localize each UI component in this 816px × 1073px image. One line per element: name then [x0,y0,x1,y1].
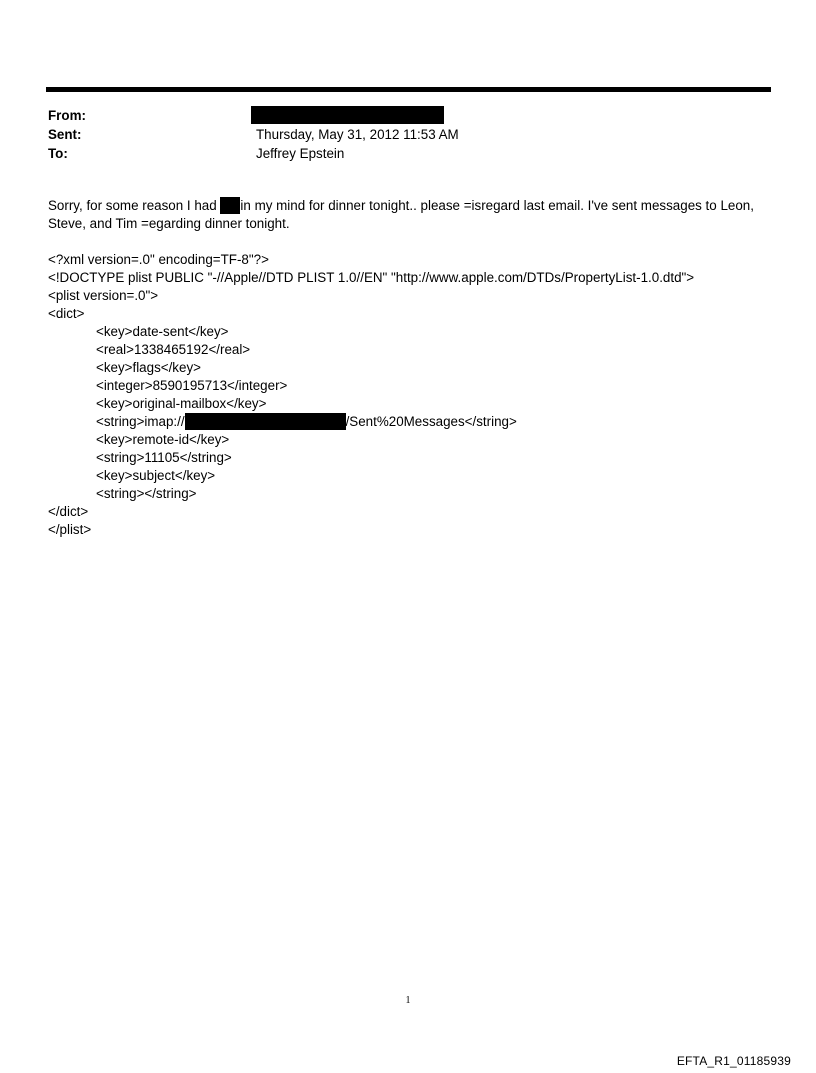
plist-text: /Sent%20Messages</string> [345,414,517,429]
plist-line: </dict> [48,504,89,519]
plist-entry: <key>subject</key> [96,468,216,483]
redacted-sender [251,106,444,124]
email-header [48,106,768,163]
message-text: Sorry, for some reason I had [48,198,221,213]
plist-line: <?xml version=.0" encoding=TF-8"?> [48,252,269,267]
message-text: in my mind for dinner tonight.. please =isregard last email. I've sent messages to Leon, [240,198,754,213]
plist-entry: <key>original-mailbox</key> [96,396,267,411]
sent-row [48,125,768,144]
plist-line: <dict> [48,306,85,321]
sent-value: Thursday, May 31, 2012 11:53 AM [256,127,459,142]
message-text: Steve, and Tim =egarding dinn [48,216,231,231]
plist-entry: <real>1338465192</real> [96,342,251,357]
plist-entry: <integer>8590195713</integer> [96,378,288,393]
plist-line: <plist version=.0"> [48,288,159,303]
message-text: er tonight. [230,216,290,231]
plist-entry: <string>11105</string> [96,450,232,465]
spacer [48,233,773,251]
header-rule [46,87,771,92]
plist-entry: <string></string> [96,486,197,501]
from-row [48,106,768,125]
plist-entry: <key>date-sent</key> [96,324,229,339]
page-number: 1 [405,995,411,1006]
to-value: Jeffrey Epstein [256,146,345,161]
plist-entry: <key>flags</key> [96,360,201,375]
document-id: EFTA_R1_01185939 [676,1054,791,1068]
plist-text: <string>imap:// [96,414,185,429]
sent-label: Sent: [48,127,82,142]
plist-entry: <key>remote-id</key> [96,432,230,447]
message-line-1 [48,197,773,215]
plist-line: <!DOCTYPE plist PUBLIC "-//Apple//DTD PLIST 1.0//EN" "http://www.apple.com/DTDs/PropertyList-1.0.dtd"> [48,270,695,285]
plist-entry-imap [48,413,773,431]
message-line-2 [48,215,773,233]
email-body [48,197,773,539]
redacted-name [220,197,240,214]
to-label: To: [48,146,68,161]
from-label: From: [48,108,86,123]
plist-line: </plist> [48,522,92,537]
redacted-mailbox [185,413,346,430]
to-row [48,144,768,163]
